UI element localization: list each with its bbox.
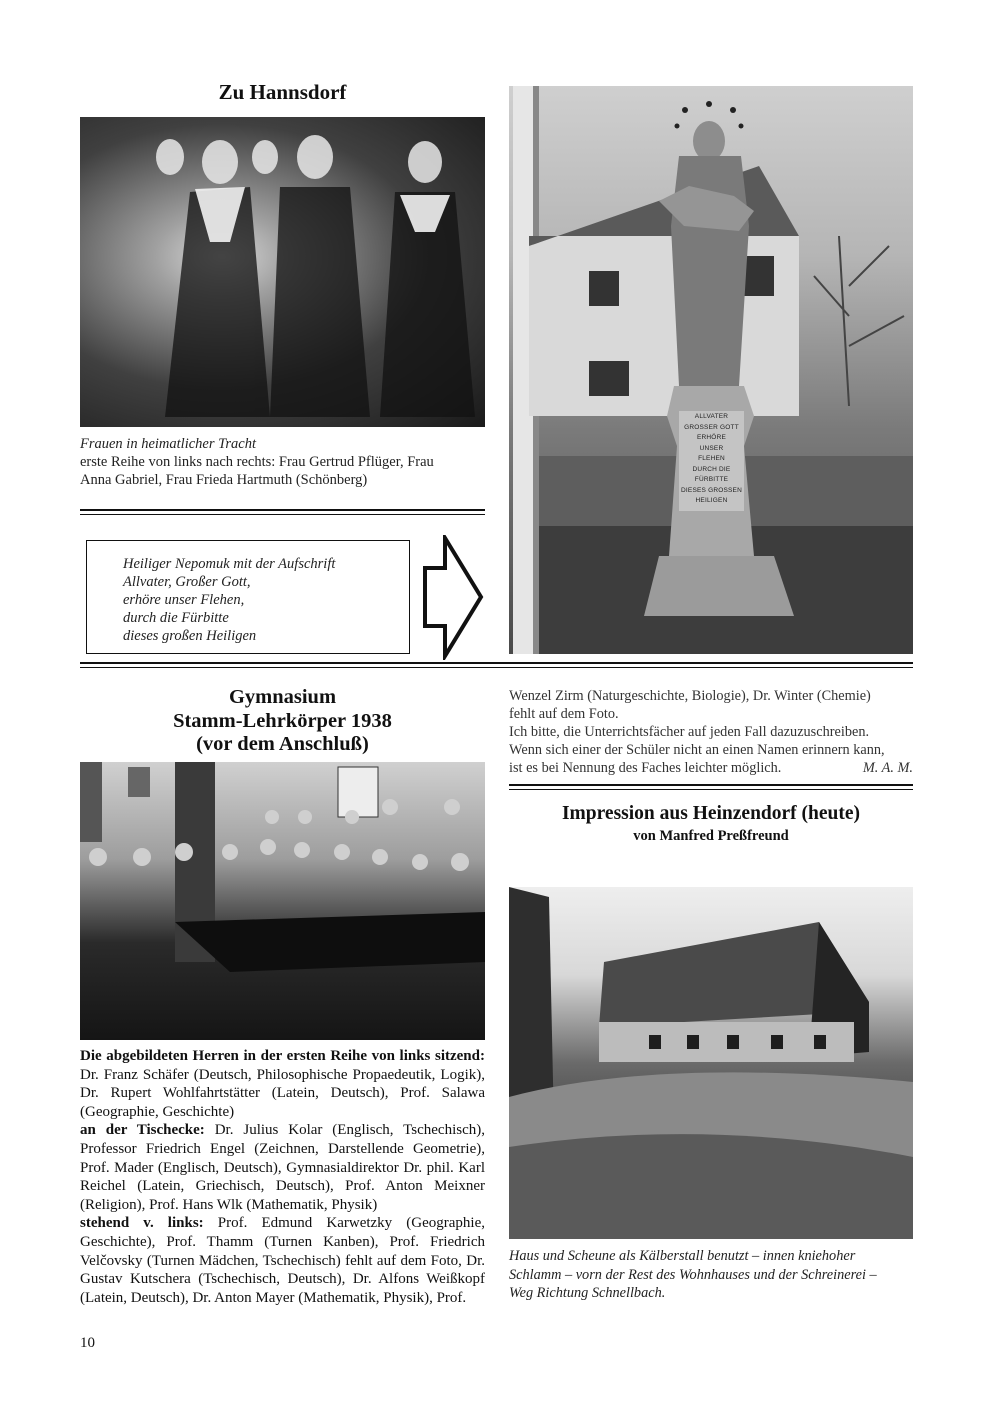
body-bold-lead: Die abgebildeten Herren in der ersten Reihe von links sitzend: [80, 1048, 485, 1064]
inscription-line: ALLVATER [694, 413, 729, 420]
divider [80, 662, 913, 664]
nepomuk-line: erhöre unser Flehen, [123, 592, 245, 608]
body-paragraph [80, 1214, 485, 1307]
statue-inscription [679, 412, 744, 507]
continuation-text: ist es bei Nennung des Faches leichter möglich. [509, 760, 782, 776]
photo-nepomuk-statue [509, 86, 913, 654]
gymnasium-title [80, 686, 485, 757]
impression-caption-line: Schlamm – vorn der Rest des Wohnhauses und der Schreinerei – [509, 1266, 877, 1283]
nepomuk-line: Heiliger Nepomuk mit der Aufschrift [123, 556, 336, 572]
photo-heinzendorf-barn [509, 887, 913, 1239]
inscription-line: DURCH DIE [692, 465, 731, 473]
inscription-line: DIESES GROSSEN [681, 486, 742, 494]
body-text: Prof. Edmund Karwetzky (Geographie, Geschichte), Prof. Thamm (Turnen Kanben), Prof. Friedrich Velčovsky (Turnen Mädchen, Tschechisch) fehlt auf dem Foto, Dr. Gustav Kutschera (Tschechisch, Deutsch), Dr. Alfons Weißkopf (Latein, Deutsch), Dr. Anton Mayer (Mathematik, Physik), Prof. [80, 1215, 485, 1306]
divider [80, 514, 485, 515]
caption-title-women: Frauen in heimatlicher Tracht [80, 436, 256, 452]
photo-women-traditional-dress [80, 117, 485, 427]
body-bold-lead: stehend v. links: [80, 1215, 204, 1232]
section-title-hannsdorf: Zu Hannsdorf [218, 80, 347, 104]
impression-caption-line: Weg Richtung Schnellbach. [509, 1285, 666, 1301]
caption-women-names [80, 453, 485, 489]
continuation-line: Ich bitte, die Unterrichtsfächer auf jeden Fall dazuzuschreiben. [509, 724, 870, 740]
impression-subtitle: von Manfred Preßfreund [633, 828, 789, 844]
inscription-line: UNSER [699, 444, 724, 452]
continuation-line: Wenn sich einer der Schüler nicht an einen Namen erinnern kann, [509, 742, 885, 758]
nepomuk-caption-text [123, 555, 408, 645]
body-paragraph [80, 1047, 485, 1121]
inscription-line: FLEHEN [698, 455, 725, 462]
continuation-line: Wenzel Zirm (Naturgeschichte, Biologie), Dr. Winter (Chemie) [509, 688, 871, 704]
body-text: Dr. Julius Kolar (Englisch, Tschechisch), Professor Friedrich Engel (Zeichnen, Darstellende Geometrie), Prof. Mader (Englisch, Deutsch), Gymnasialdirektor Dr. phil. Karl Reichel (Latein, Griechisch, Deutsch), Prof. Anton Meixner (Religion), Prof. Hans Wlk (Mathematik, Physik) [80, 1122, 486, 1213]
impression-caption-line: Haus und Scheune als Kälberstall benutzt – innen kniehoher [509, 1248, 856, 1264]
caption-line: erste Reihe von links nach rechts: Frau Gertrud Pflüger, Frau [80, 454, 434, 470]
divider [80, 667, 913, 668]
inscription-line: ERHÖRE [696, 434, 726, 441]
inscription-line: FÜRBITTE [694, 476, 729, 483]
divider [509, 784, 913, 786]
signature: M. A. M. [862, 760, 913, 776]
body-text: Dr. Franz Schäfer (Deutsch, Philosophische Propaedeutik, Logik), Dr. Rupert Wohlfahrtstätter (Latein, Deutsch), Prof. Salawa (Geographie, Geschichte) [80, 1066, 485, 1120]
arrow-right-icon [422, 535, 484, 660]
body-paragraph [80, 1121, 485, 1214]
caption-line: Anna Gabriel, Frau Frieda Hartmuth (Schönberg) [80, 472, 368, 488]
continuation-line [509, 759, 913, 777]
gymnasium-continuation [509, 687, 913, 777]
impression-title: Impression aus Heinzendorf (heute) [561, 803, 861, 824]
gymnasium-title-line: (vor dem Anschluß) [196, 733, 369, 755]
body-bold-lead: an der Tischecke: [80, 1122, 205, 1139]
divider [509, 789, 913, 790]
nepomuk-line: dieses großen Heiligen [123, 628, 257, 644]
gymnasium-title-line: Gymnasium [228, 686, 337, 708]
nepomuk-line: Allvater, Großer Gott, [123, 574, 251, 590]
impression-caption [509, 1247, 913, 1303]
continuation-line: fehlt auf dem Foto. [509, 706, 619, 722]
gymnasium-body [80, 1047, 485, 1307]
nepomuk-line: durch die Fürbitte [123, 610, 229, 626]
photo-teaching-staff-1938 [80, 762, 485, 1040]
gymnasium-title-line: Stamm-Lehrkörper 1938 [173, 709, 392, 732]
inscription-line: HEILIGEN [695, 497, 728, 504]
inscription-line: GROSSER GOTT [684, 423, 739, 431]
page-number: 10 [80, 1335, 95, 1351]
divider [80, 509, 485, 511]
